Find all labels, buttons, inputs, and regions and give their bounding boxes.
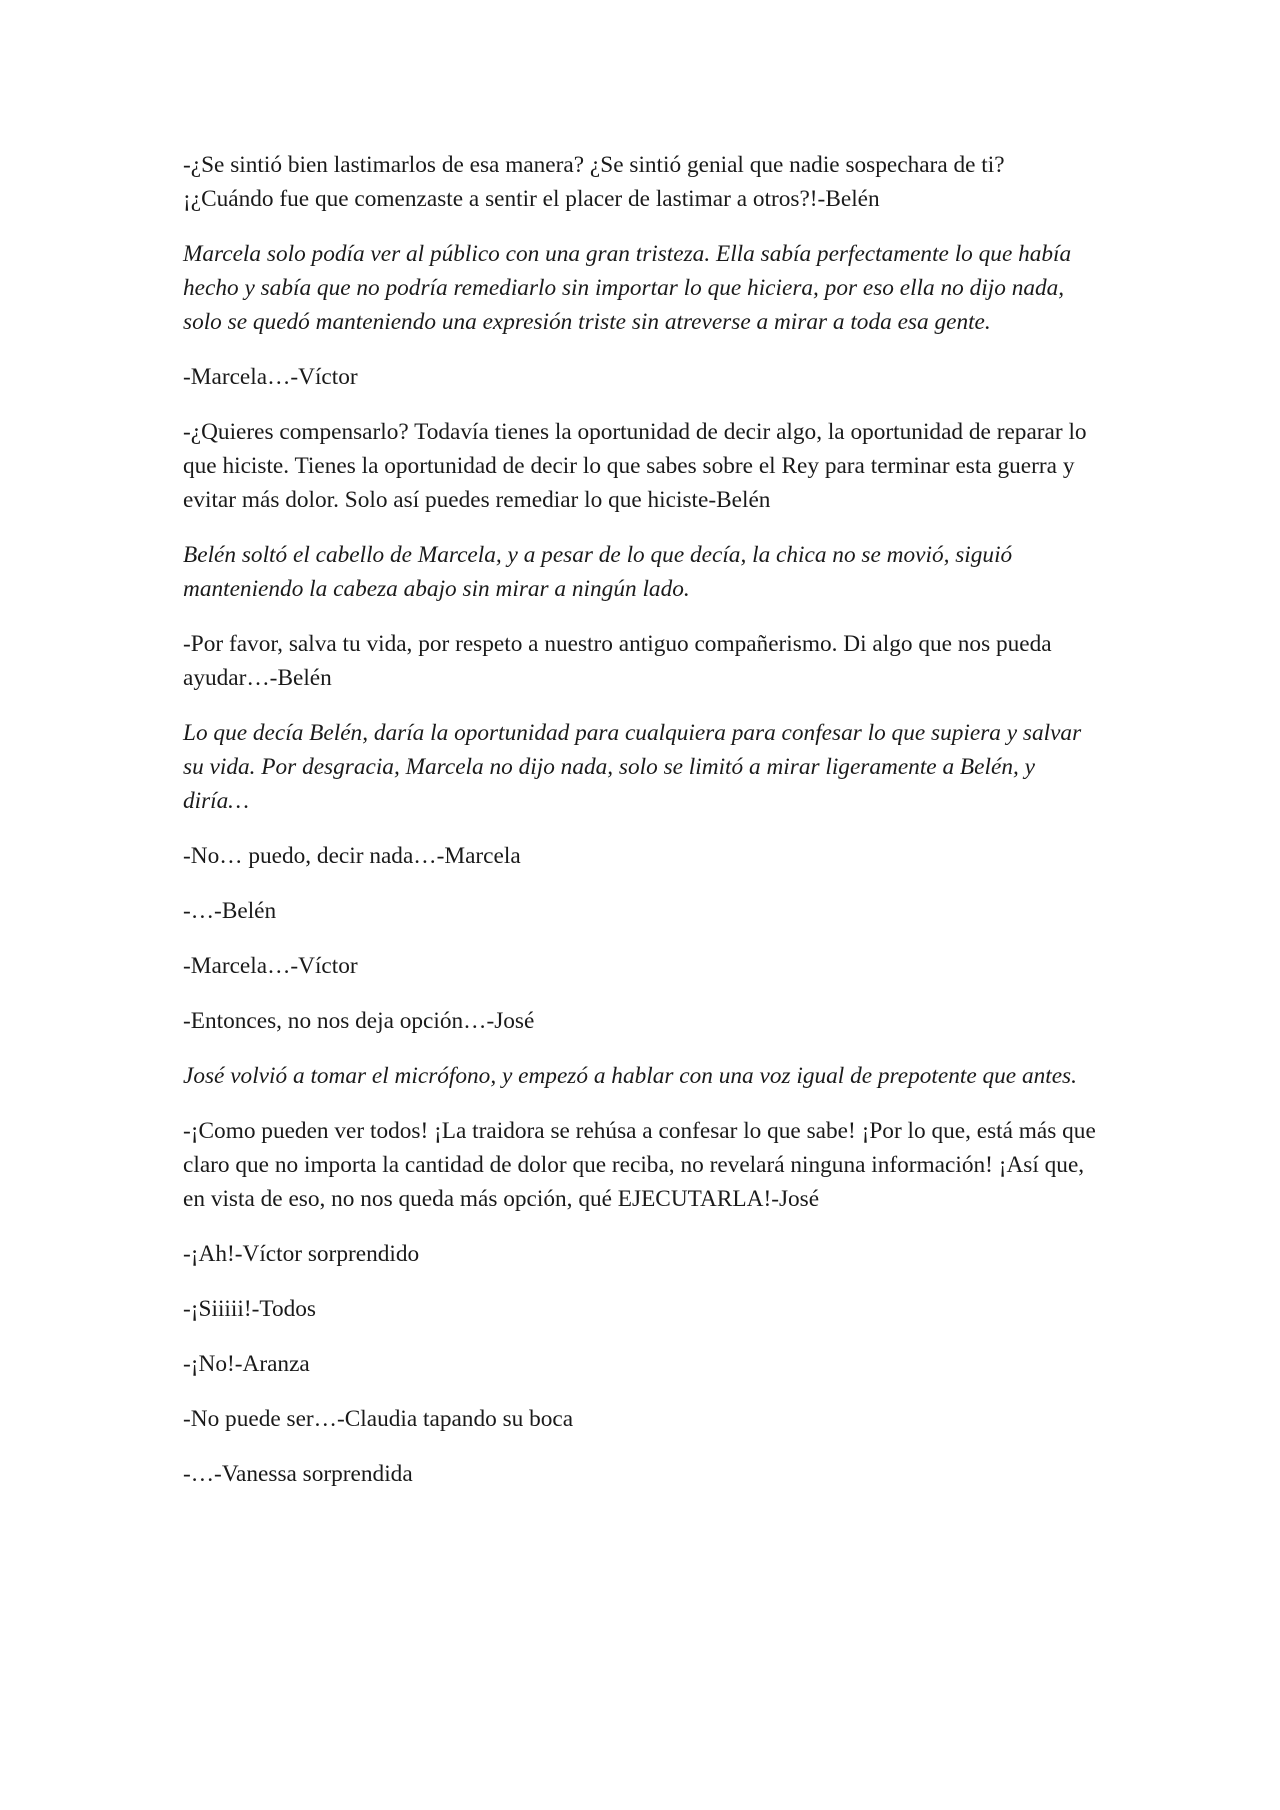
narration-paragraph: Belén soltó el cabello de Marcela, y a pesar de lo que decía, la chica no se movió, siguió manteniendo la cabeza abajo sin mirar a ningún lado. [183,542,1013,602]
dialogue-paragraph: -Entonces, no nos deja opción…-José [183,1008,535,1034]
dialogue-paragraph: -Marcela…-Víctor [183,953,358,979]
dialogue-paragraph: -…-Belén [183,898,277,924]
dialogue-paragraph: -No puede ser…-Claudia tapando su boca [183,1406,574,1432]
narration-paragraph: José volvió a tomar el micrófono, y empezó a hablar con una voz igual de prepotente que antes. [183,1063,1077,1089]
narration-paragraph: Marcela solo podía ver al público con una gran tristeza. Ella sabía perfectamente lo que había hecho y sabía que no podría remediarlo sin importar lo que hiciera, por eso ella no dijo nada, solo se quedó manteniendo una expresión triste sin atreverse a mirar a toda esa gente. [183,241,1072,335]
narration-paragraph: Lo que decía Belén, daría la oportunidad para cualquiera para confesar lo que supiera y salvar su vida. Por desgracia, Marcela no dijo nada, solo se limitó a mirar ligeramente a Belén, y diría… [183,720,1082,814]
dialogue-paragraph: -¡No!-Aranza [183,1351,310,1377]
dialogue-paragraph: -¿Se sintió bien lastimarlos de esa manera? ¿Se sintió genial que nadie sospechara de ti? ¡¿Cuándo fue que comenzaste a sentir el placer de lastimar a otros?!-Belén [183,152,1005,212]
dialogue-paragraph: -Por favor, salva tu vida, por respeto a nuestro antiguo compañerismo. Di algo que nos pueda ayudar…-Belén [183,631,1052,691]
dialogue-paragraph: -¡Ah!-Víctor sorprendido [183,1241,420,1267]
document-body [183,148,1098,1512]
dialogue-paragraph: -¿Quieres compensarlo? Todavía tienes la oportunidad de decir algo, la oportunidad de reparar lo que hiciste. Tienes la oportunidad de decir lo que sabes sobre el Rey para terminar esta guerra y evitar más dolor. Solo así puedes remediar lo que hiciste-Belén [183,419,1087,513]
dialogue-paragraph: -No… puedo, decir nada…-Marcela [183,843,521,869]
dialogue-paragraph: -¡Siiiii!-Todos [183,1296,316,1322]
dialogue-paragraph: -Marcela…-Víctor [183,364,358,390]
dialogue-paragraph: -…-Vanessa sorprendida [183,1461,413,1487]
dialogue-paragraph: -¡Como pueden ver todos! ¡La traidora se rehúsa a confesar lo que sabe! ¡Por lo que, está más que claro que no importa la cantidad de dolor que reciba, no revelará ninguna información! ¡Así que, en vista de eso, no nos queda más opción, qué EJECUTARLA!-José [183,1118,1096,1212]
